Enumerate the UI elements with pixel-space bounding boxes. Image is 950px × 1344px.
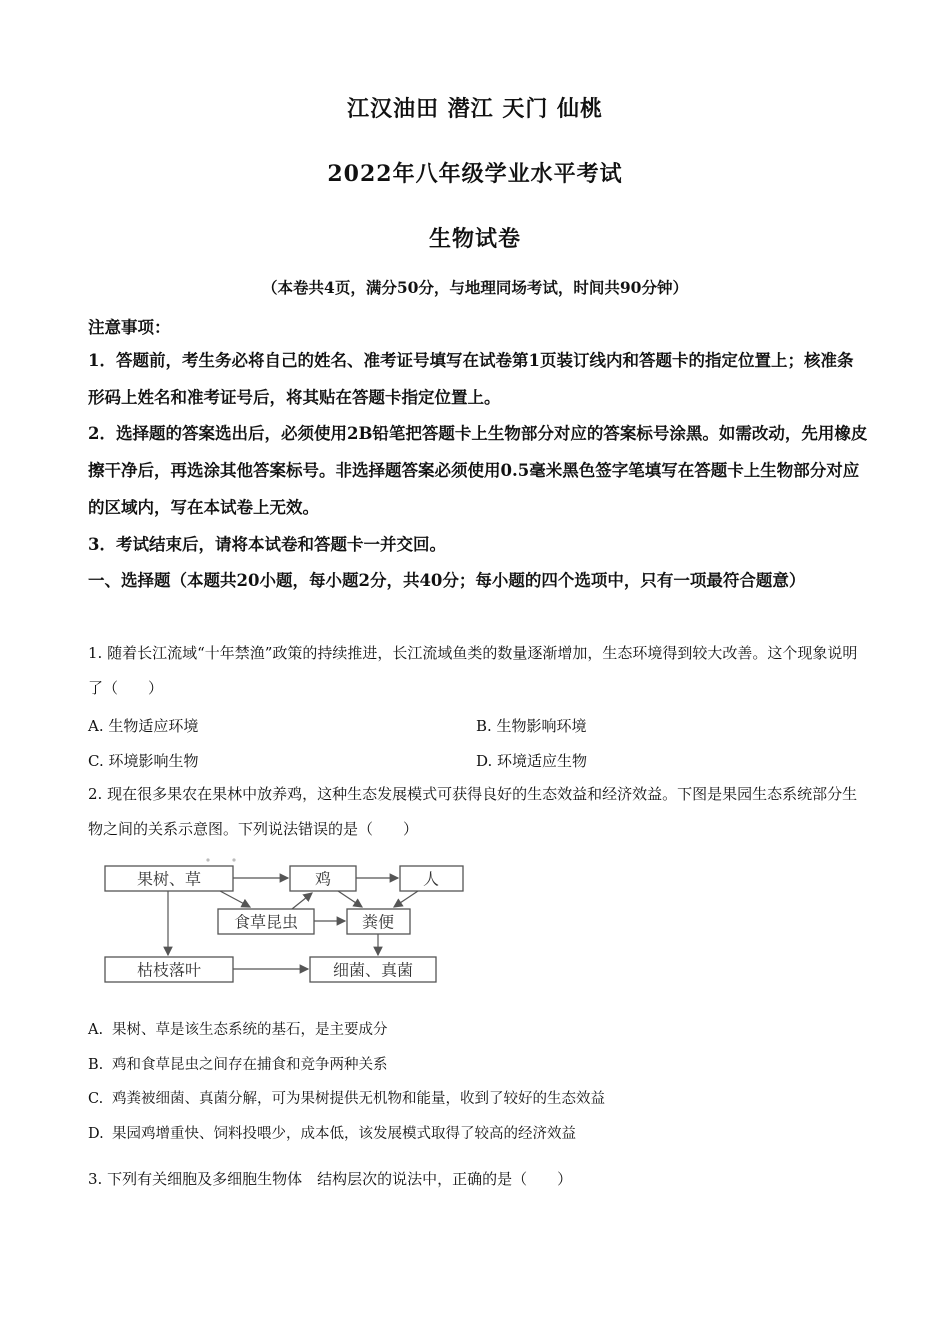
q2-option-a [88, 1018, 388, 1039]
question-3-stem: 3. 下列有关细胞及多细胞生物体 结构层次的说法中，正确的是（ ） [88, 1170, 573, 1188]
notes-heading: 注意事项： [88, 318, 171, 337]
q2-option-b-label: B. [88, 1057, 104, 1073]
label-litter: 枯枝落叶 [136, 960, 202, 980]
label-tree-grass: 果树、草 [136, 869, 202, 889]
q2-option-c-label: C. [88, 1091, 104, 1107]
label-chicken: 鸡 [314, 869, 332, 889]
q2-option-d [88, 1122, 576, 1143]
exam-info: （本卷共4页，满分50分，与地理同场考试，时间共90分钟） [262, 278, 688, 297]
note-item-2: 2．选择题的答案选出后，必须使用2B铅笔把答题卡上生物部分对应的答案标号涂黑。如需改动，先用橡皮擦干净后，再选涂其他答案标号。非选择题答案必须使用0.5毫米黑色签字笔填写在答题卡上生物部分对应的区域内，写在本试卷上无效。 [88, 424, 868, 517]
note-item-3: 3．考试结束后，请将本试卷和答题卡一并交回。 [88, 535, 446, 554]
q1-option-d: D. 环境适应生物 [476, 752, 588, 770]
q1-option-a: A. 生物适应环境 [88, 717, 199, 735]
arrow-chicken-to-feces [338, 891, 362, 907]
q2-option-c [88, 1087, 605, 1108]
question-2-stem: 2. 现在很多果农在果林中放养鸡，这种生态发展模式可获得良好的生态效益和经济效益。下图是果园生态系统部分生物之间的关系示意图。下列说法错误的是（ ） [88, 785, 858, 838]
emphasis-dots [206, 858, 235, 861]
note-item-1: 1．答题前，考生务必将自己的姓名、准考证号填写在试卷第1页装订线内和答题卡的指定位置上；核准条形码上姓名和准考证号后，将其贴在答题卡指定位置上。 [88, 351, 854, 407]
q2-option-a-label: A. [88, 1022, 104, 1038]
header-subject: 生物试卷 [428, 226, 521, 252]
label-microbes: 细菌、真菌 [332, 960, 414, 980]
section-1-heading: 一、选择题（本题共20小题，每小题2分，共40分；每小题的四个选项中，只有一项最符合题意） [88, 571, 806, 590]
header-regions: 江汉油田 潜江 天门 仙桃 [347, 96, 603, 122]
q2-option-d-text: 果园鸡增重快、饲料投喂少，成本低，该发展模式取得了较高的经济效益 [112, 1126, 576, 1142]
q1-option-c: C. 环境影响生物 [88, 752, 199, 770]
q2-option-c-text: 鸡粪被细菌、真菌分解，可为果树提供无机物和能量，收到了较好的生态效益 [112, 1091, 605, 1107]
q2-option-d-label: D. [88, 1126, 104, 1142]
label-feces: 粪便 [361, 912, 395, 932]
label-insect: 食草昆虫 [233, 912, 299, 932]
arrow-tree-to-insect [220, 891, 250, 907]
q1-option-b: B. 生物影响环境 [476, 717, 587, 735]
q2-option-b [88, 1053, 388, 1074]
label-human: 人 [422, 869, 440, 889]
question-1-stem: 1. 随着长江流域“十年禁渔”政策的持续推进，长江流域鱼类的数量逐渐增加，生态环境得到较大改善。这个现象说明了（ ） [88, 644, 858, 697]
arrow-human-to-feces [394, 891, 418, 907]
q2-option-b-text: 鸡和食草昆虫之间存在捕食和竞争两种关系 [112, 1057, 388, 1073]
arrow-insect-to-chicken [292, 893, 312, 909]
food-web-diagram [100, 856, 470, 986]
q2-option-a-text: 果树、草是该生态系统的基石，是主要成分 [112, 1022, 388, 1038]
header-exam-name: 2022年八年级学业水平考试 [327, 161, 623, 187]
